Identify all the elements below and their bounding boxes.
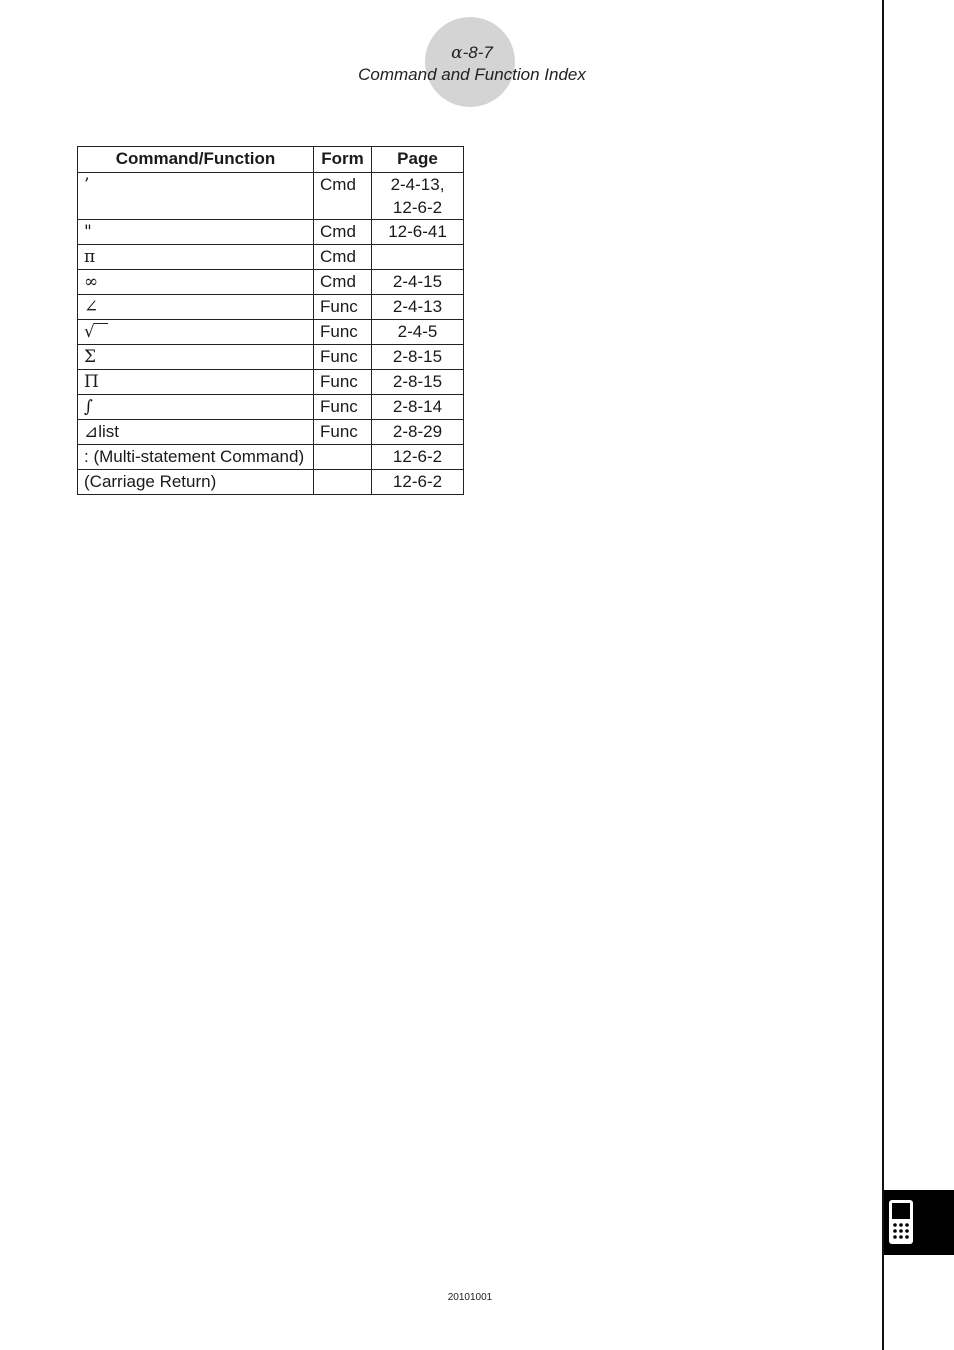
form-cell: Func [314, 295, 372, 320]
table-row [78, 320, 464, 345]
page-cell [372, 173, 464, 220]
page-number [350, 43, 594, 63]
command-cell [78, 320, 314, 345]
page-number-rest: -8-7 [462, 43, 493, 62]
table-row [78, 270, 464, 295]
side-tab [884, 1190, 954, 1255]
command-index-table [77, 146, 464, 495]
footer-code: 20101001 [447, 1292, 493, 1303]
command-symbol: " [84, 222, 92, 242]
form-cell: Cmd [314, 270, 372, 295]
section-title: Command and Function Index [358, 65, 586, 84]
command-symbol: Σ [84, 347, 97, 367]
command-cell [78, 173, 314, 220]
command-symbol: π [84, 247, 96, 267]
table-header-row [78, 147, 464, 173]
form-cell [314, 445, 372, 470]
page-edge-line [882, 0, 884, 1350]
command-cell [78, 345, 314, 370]
table-row [78, 245, 464, 270]
form-cell: Func [314, 345, 372, 370]
table-row [78, 173, 464, 220]
form-cell: Func [314, 370, 372, 395]
page-cell: 12-6-41 [372, 220, 464, 245]
table-row [78, 295, 464, 320]
command-cell: ⊿list [78, 420, 314, 445]
page-cell [372, 245, 464, 270]
page-cell: 2-4-13 [372, 295, 464, 320]
table-row [78, 395, 464, 420]
table-row [78, 370, 464, 395]
form-cell: Func [314, 420, 372, 445]
form-cell: Cmd [314, 220, 372, 245]
column-header-page: Page [372, 147, 464, 173]
table-row [78, 220, 464, 245]
command-symbol: ∠ [84, 297, 99, 317]
command-symbol: ∞ [84, 272, 99, 292]
column-header-form: Form [314, 147, 372, 173]
form-cell: Cmd [314, 245, 372, 270]
command-cell: : (Multi-statement Command) [78, 445, 314, 470]
page-cell: 12-6-2 [372, 445, 464, 470]
command-symbol: Π [84, 372, 99, 392]
command-cell [78, 295, 314, 320]
page-number-symbol: α [451, 43, 463, 63]
command-cell [78, 370, 314, 395]
table-row [78, 470, 464, 495]
table-row [78, 420, 464, 445]
page-cell: 2-8-15 [372, 345, 464, 370]
command-cell [78, 395, 314, 420]
table-row [78, 445, 464, 470]
page-ref: 2-4-13, 12-6-2 [390, 175, 445, 217]
table-row [78, 345, 464, 370]
page-cell: 12-6-2 [372, 470, 464, 495]
calculator-icon [888, 1199, 914, 1245]
command-cell [78, 220, 314, 245]
page-cell: 2-4-5 [372, 320, 464, 345]
page-cell: 2-8-29 [372, 420, 464, 445]
form-cell: Func [314, 395, 372, 420]
page-cell: 2-8-15 [372, 370, 464, 395]
form-cell: Cmd [314, 173, 372, 220]
page-cell: 2-8-14 [372, 395, 464, 420]
command-symbol: ’ [84, 175, 90, 195]
form-cell: Func [314, 320, 372, 345]
page-cell: 2-4-15 [372, 270, 464, 295]
command-cell: (Carriage Return) [78, 470, 314, 495]
column-header-command: Command/Function [78, 147, 314, 173]
command-cell [78, 245, 314, 270]
command-symbol: √ [84, 322, 95, 342]
command-symbol: ∫ [84, 397, 93, 417]
form-cell [314, 470, 372, 495]
radical-bar [94, 323, 108, 332]
command-cell [78, 270, 314, 295]
